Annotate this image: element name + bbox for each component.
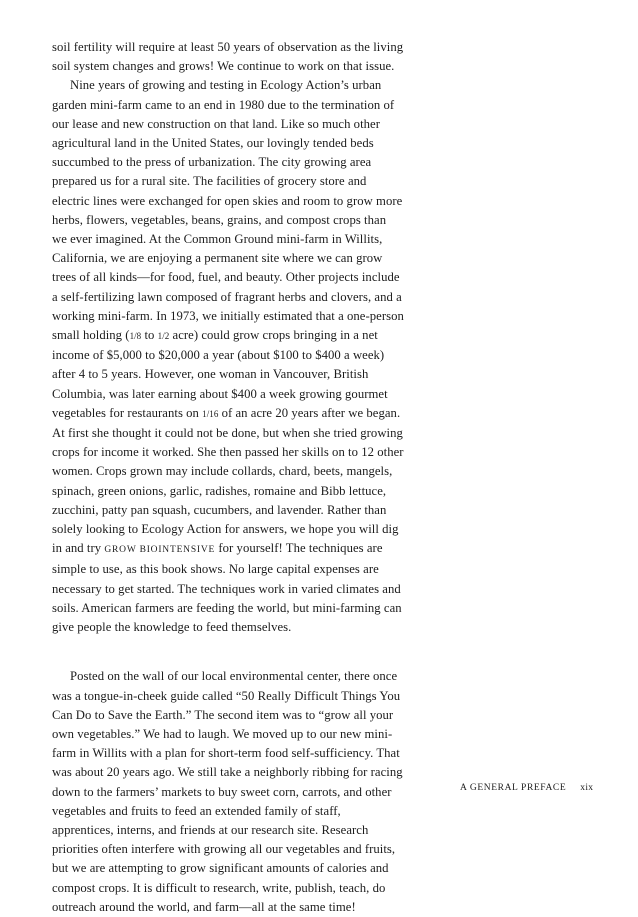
fraction-one-sixteenth: 1/16	[202, 408, 219, 419]
paragraph-2-text-3: acre) could grow crops bringing in a net income of $5,000 to $20,000 a year (about $100 to $400 a week) after 4 to 5 years. However, one woman in Vancouver, British Columbia, was later earning about $400 a week growing gourmet vegetables for restaurants on	[52, 328, 388, 420]
running-head: A GENERAL PREFACE	[460, 783, 567, 793]
paragraph-2-text-5: for yourself! The techniques are simple to use, as this book shows. No large capital expenses are necessary to get started. The techniques work in varied climates and soils. American farmers are feeding the world, but mini-farming can give people the knowledge to feed themselves.	[52, 541, 402, 635]
section-break	[52, 637, 404, 667]
page-footer	[460, 783, 593, 793]
fraction-one-eighth: 1/8	[129, 331, 142, 342]
paragraph-1: soil fertility will require at least 50 years of observation as the living soil system changes and grows! We continue to work on that issue.	[52, 40, 404, 74]
paragraph-2-text-2: to	[141, 328, 158, 343]
paragraph-2-text-1: Nine years of growing and testing in Ecology Action’s urban garden mini-farm came to an end in 1980 due to the termination of our lease and new construction on that land. Like so much other agricultural land in the United States, our lovingly tended beds succumbed to the press of urbanization. The city growing area prepared us for a rural site. The facilities of grocery store and electric lines were exchanged for open skies and room to grow more herbs, flowers, vegetables, beans, grains, and compost crops than we ever imagined. At the Common Ground mini-farm in Willits, California, we are enjoying a permanent site where we can grow trees of all kinds—for food, fuel, and beauty. Other projects include a self-fertilizing lawn composed of fragrant herbs and clovers, and a working mini-farm. In 1973, we initially estimated that a one-person small holding (	[52, 78, 404, 343]
paragraph-2	[52, 76, 404, 637]
fraction-one-half: 1/2	[157, 331, 170, 342]
paragraph-2-text-4: of an acre 20 years after we began. At first she thought it could not be done, but when she tried growing crops for income it worked. She then passed her skills on to 12 other women. Crops grown may include collards, chard, beets, mangels, spinach, green onions, garlic, radishes, romaine and Bibb lettuce, zucchini, patty pan squash, cucumbers, and lavender. Rather than solely looking to Ecology Action for answers, we hope you will dig in and try	[52, 405, 404, 556]
page-number: xix	[580, 783, 594, 793]
page-body	[52, 38, 404, 917]
paragraph-3: Posted on the wall of our local environmental center, there once was a tongue-in-cheek guide called “50 Really Difficult Things You Can Do to Save the Earth.” The second item was to “grow all your own vegetables.” We had to laugh. We moved up to our new mini-farm in Willits with a plan for short-term food self-sufficiency. That was about 20 years ago. We still take a neighborly ribbing for racing down to the farmers’ markets to buy sweet corn, carrots, and other vegetables and fruits to feed an extended family of staff, apprentices, interns, and friends at our research site. Research priorities often interfere with growing all our vegetables and fruits, but we are attempting to grow significant amounts of calories and compost crops. It is difficult to research, write, publish, teach, do outreach around the world, and farm—all at the same time!	[52, 669, 403, 914]
grow-biointensive-smallcaps: GROW BIOINTENSIVE	[104, 545, 216, 556]
